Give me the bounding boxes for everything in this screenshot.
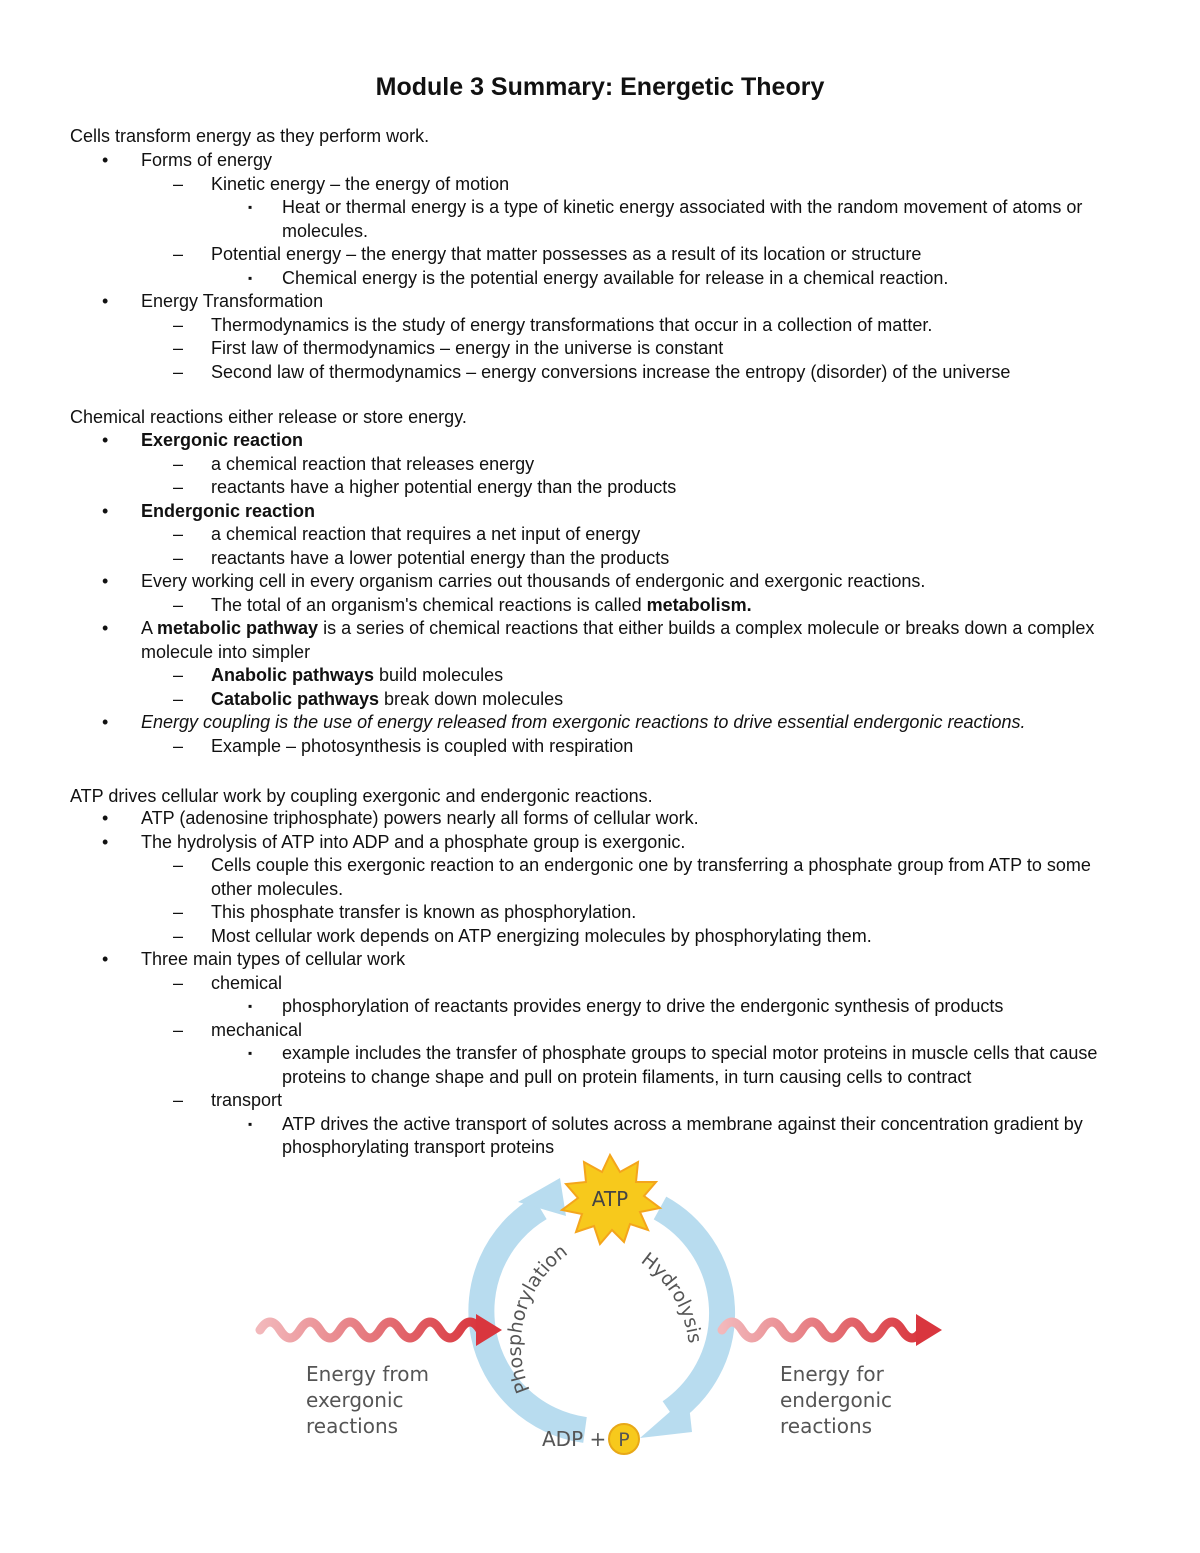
list-item: – Kinetic energy – the energy of motion — [70, 173, 1130, 197]
list-item: – This phosphate transfer is known as phosphorylation. — [70, 901, 1130, 925]
phosphorylation-label: Phosphorylation — [503, 1240, 572, 1397]
list-item: ▪ phosphorylation of reactants provides energy to drive the endergonic synthesis of products — [70, 995, 1130, 1019]
list-item: • Energy coupling is the use of energy released from exergonic reactions to drive essential endergonic reactions. — [70, 711, 1130, 735]
bullet-marker: • — [102, 150, 109, 170]
list-item: – reactants have a lower potential energy than the products — [70, 547, 1130, 571]
bullet-marker: • — [102, 712, 109, 732]
list-item: • ATP (adenosine triphosphate) powers nearly all forms of cellular work. — [70, 807, 1130, 831]
dash-marker: – — [173, 338, 184, 358]
list-item: – Cells couple this exergonic reaction to an endergonic one by transferring a phosphate group from ATP to some other molecules. — [173, 855, 1091, 899]
list-item: • Forms of energy — [70, 149, 1130, 173]
list-item: ▪ ATP drives the active transport of solutes across a membrane against their concentration gradient by phosphorylating transport proteins — [248, 1113, 1083, 1157]
list-item: – Thermodynamics is the study of energy transformations that occur in a collection of matter. — [70, 314, 1130, 338]
energy-out-arrowhead — [916, 1314, 942, 1346]
energy-for-line2: endergonic — [780, 1388, 893, 1412]
square-marker: ▪ — [248, 270, 253, 285]
energy-from-line3: reactions — [306, 1414, 399, 1438]
dash-marker: – — [173, 925, 184, 946]
phosphorylation-arrow — [481, 1208, 585, 1430]
energy-for-line3: reactions — [780, 1414, 873, 1438]
list-item: ▪ Heat or thermal energy is a type of kinetic energy associated with the random movement of atoms or molecules. — [248, 197, 1083, 241]
list-item: • Three main types of cellular work — [70, 948, 1130, 972]
list-item: – Example – photosynthesis is coupled with respiration — [70, 735, 1130, 759]
energy-from-line2: exergonic — [306, 1388, 404, 1412]
list-item: • Exergonic reaction — [70, 429, 1130, 453]
dash-marker: – — [173, 902, 184, 922]
section1-heading: Cells transform energy as they perform work. — [70, 126, 430, 146]
square-marker: ▪ — [248, 999, 253, 1013]
list-item: • The hydrolysis of ATP into ADP and a phosphate group is exergonic. — [70, 831, 1130, 855]
energy-for-line1: Energy for — [780, 1362, 884, 1386]
dash-marker: – — [173, 735, 184, 756]
list-item: – a chemical reaction that releases energy — [70, 453, 1130, 477]
energy-in-wave — [260, 1322, 480, 1338]
adp-label: ADP + — [542, 1427, 607, 1451]
section2-list — [70, 429, 1130, 758]
dash-marker: – — [173, 524, 184, 544]
list-item: ▪ Chemical energy is the potential energy available for release in a chemical reaction. — [70, 267, 1130, 291]
section3-list — [70, 807, 1130, 1160]
dash-marker: – — [173, 453, 184, 474]
bullet-marker: • — [102, 618, 109, 638]
list-item: ▪ example includes the transfer of phosphate groups to special motor proteins in muscle cells that cause proteins to change shape and pull on protein filaments, in turn causing cells to contract — [248, 1043, 1098, 1087]
list-item: – chemical — [70, 972, 1130, 996]
section3-heading: ATP drives cellular work by coupling exergonic and endergonic reactions. — [70, 786, 653, 806]
section1-list — [70, 149, 1130, 384]
dash-marker: – — [173, 688, 184, 709]
bullet-marker: • — [102, 291, 109, 311]
dash-marker: – — [173, 594, 184, 615]
phosphate-label: P — [618, 1429, 630, 1451]
square-marker: ▪ — [248, 200, 253, 214]
list-item: – mechanical — [70, 1019, 1130, 1043]
page-title: Module 3 Summary: Energetic Theory — [375, 73, 825, 101]
dash-marker: – — [173, 173, 184, 194]
dash-marker: – — [173, 665, 184, 685]
bullet-marker: • — [102, 808, 109, 828]
list-item: • Every working cell in every organism carries out thousands of endergonic and exergonic reactions. — [70, 570, 1130, 594]
bullet-marker: • — [102, 571, 109, 591]
list-item: – reactants have a higher potential energy than the products — [70, 476, 1130, 500]
list-item: • Energy Transformation — [70, 290, 1130, 314]
dash-marker: – — [173, 314, 184, 335]
atp-cycle-diagram — [240, 1150, 960, 1470]
dash-marker: – — [173, 547, 184, 568]
hydrolysis-label: Hydrolysis — [637, 1248, 706, 1345]
list-item: • A metabolic pathway is a series of chemical reactions that either builds a complex molecule or breaks down a complex molecule into simpler — [102, 618, 1095, 662]
section2-heading: Chemical reactions either release or store energy. — [70, 407, 467, 427]
list-item: – a chemical reaction that requires a net input of energy — [70, 523, 1130, 547]
list-item: – Catabolic pathways break down molecules — [70, 688, 1130, 712]
bullet-marker: • — [102, 500, 109, 521]
dash-marker: – — [173, 361, 184, 382]
list-item: – Anabolic pathways build molecules — [70, 664, 1130, 688]
list-item: – Potential energy – the energy that matter possesses as a result of its location or structure — [70, 243, 1130, 267]
dash-marker: – — [173, 244, 184, 264]
energy-from-line1: Energy from — [306, 1362, 429, 1386]
list-item: – Second law of thermodynamics – energy conversions increase the entropy (disorder) of the universe — [70, 361, 1130, 385]
dash-marker: – — [173, 477, 184, 497]
list-item: • Endergonic reaction — [70, 500, 1130, 524]
dash-marker: – — [173, 855, 184, 875]
dash-marker: – — [173, 1019, 184, 1040]
square-marker: ▪ — [248, 1116, 253, 1131]
dash-marker: – — [173, 1090, 184, 1110]
square-marker: ▪ — [248, 1046, 253, 1060]
list-item: – transport — [70, 1089, 1130, 1113]
atp-label: ATP — [591, 1187, 629, 1211]
energy-out-wave — [722, 1322, 922, 1338]
bullet-marker: • — [102, 949, 109, 969]
bullet-marker: • — [102, 430, 109, 450]
list-item: – First law of thermodynamics – energy in the universe is constant — [70, 337, 1130, 361]
bullet-marker: • — [102, 831, 109, 852]
dash-marker: – — [173, 972, 184, 993]
list-item: – The total of an organism's chemical reactions is called metabolism. — [70, 594, 1130, 618]
list-item: – Most cellular work depends on ATP energizing molecules by phosphorylating them. — [70, 925, 1130, 949]
